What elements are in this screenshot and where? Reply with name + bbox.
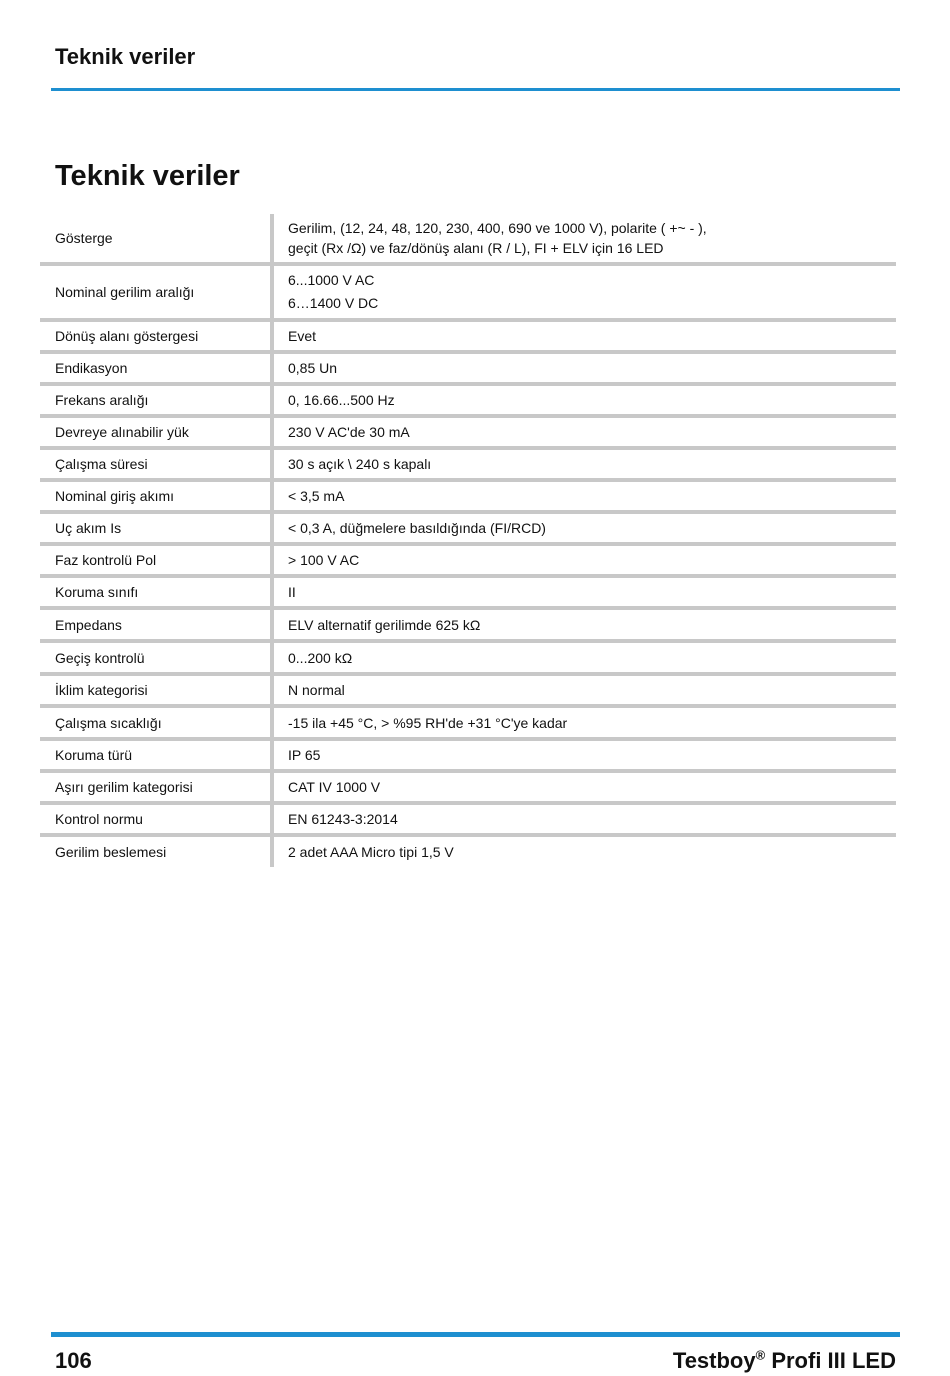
spec-value: ELV alternatif gerilimde 625 kΩ bbox=[272, 608, 896, 641]
table-row bbox=[40, 264, 896, 320]
spec-label: Nominal giriş akımı bbox=[40, 480, 272, 512]
spec-label: Aşırı gerilim kategorisi bbox=[40, 771, 272, 803]
spec-label: Çalışma sıcaklığı bbox=[40, 706, 272, 739]
spec-value: 2 adet AAA Micro tipi 1,5 V bbox=[288, 844, 454, 860]
spec-value: < 0,3 A, düğmelere basıldığında (FI/RCD) bbox=[272, 512, 896, 544]
spec-label: Uç akım Is bbox=[40, 512, 272, 544]
spec-value: -15 ila +45 °C, > %95 RH'de +31 °C'ye kadar bbox=[272, 706, 896, 739]
spec-label: Empedans bbox=[40, 608, 272, 641]
spec-label: Kontrol normu bbox=[40, 803, 272, 835]
product-name bbox=[673, 1348, 896, 1374]
spec-label: Gösterge bbox=[40, 214, 272, 264]
spec-value: 0, 16.66...500 Hz bbox=[272, 384, 896, 416]
table-row bbox=[40, 576, 896, 608]
table-row bbox=[40, 214, 896, 264]
spec-label: Koruma sınıfı bbox=[40, 576, 272, 608]
spec-value: IP 65 bbox=[272, 739, 896, 771]
table-row bbox=[40, 771, 896, 803]
table-row bbox=[40, 706, 896, 739]
registered-mark: ® bbox=[755, 1347, 766, 1363]
table-row bbox=[40, 544, 896, 576]
product-brand: Testboy bbox=[672, 1348, 756, 1373]
table-row bbox=[40, 320, 896, 352]
spec-label: Koruma türü bbox=[40, 739, 272, 771]
footer-divider bbox=[51, 1332, 900, 1337]
table-row bbox=[40, 835, 896, 867]
product-model: Profi III LED bbox=[765, 1348, 896, 1373]
spec-value-line: 6...1000 V AC bbox=[288, 272, 375, 288]
spec-value: 30 s açık \ 240 s kapalı bbox=[272, 448, 896, 480]
spec-value bbox=[272, 214, 896, 264]
table-row bbox=[40, 739, 896, 771]
spec-table bbox=[40, 214, 896, 867]
spec-value: 230 V AC'de 30 mA bbox=[272, 416, 896, 448]
spec-value bbox=[272, 264, 896, 320]
table-row bbox=[40, 608, 896, 641]
spec-label: Devreye alınabilir yük bbox=[40, 416, 272, 448]
table-row bbox=[40, 448, 896, 480]
spec-value-line: geçit (Rx /Ω) ve faz/dönüş alanı (R / L), FI + ELV için 16 LED bbox=[288, 240, 664, 256]
spec-label: İklim kategorisi bbox=[40, 674, 272, 706]
table-row bbox=[40, 480, 896, 512]
header-title: Teknik veriler bbox=[55, 44, 196, 69]
spec-value: EN 61243-3:2014 bbox=[272, 803, 896, 835]
spec-value: < 3,5 mA bbox=[272, 480, 896, 512]
spec-value: N normal bbox=[272, 674, 896, 706]
table-row bbox=[40, 416, 896, 448]
spec-label: Çalışma süresi bbox=[40, 448, 272, 480]
header-divider bbox=[51, 88, 900, 91]
spec-label: Nominal gerilim aralığı bbox=[40, 264, 272, 320]
spec-label: Geçiş kontrolü bbox=[40, 641, 272, 674]
spec-value-line: 6…1400 V DC bbox=[288, 295, 379, 311]
table-row bbox=[40, 641, 896, 674]
spec-value: 0...200 kΩ bbox=[272, 641, 896, 674]
spec-value: Evet bbox=[272, 320, 896, 352]
spec-value-line: Gerilim, (12, 24, 48, 120, 230, 400, 690 ve 1000 V), polarite ( +~ - ), bbox=[288, 220, 707, 236]
spec-label: Gerilim beslemesi bbox=[40, 835, 272, 867]
table-row bbox=[40, 803, 896, 835]
spec-label: Frekans aralığı bbox=[40, 384, 272, 416]
table-row bbox=[40, 384, 896, 416]
page-number: 106 bbox=[55, 1348, 92, 1373]
section-title: Teknik veriler bbox=[55, 160, 240, 192]
spec-label: Dönüş alanı göstergesi bbox=[40, 320, 272, 352]
spec-value: > 100 V AC bbox=[272, 544, 896, 576]
spec-table-body bbox=[40, 214, 896, 867]
table-row bbox=[40, 512, 896, 544]
spec-label: Endikasyon bbox=[40, 352, 272, 384]
spec-label: Faz kontrolü Pol bbox=[40, 544, 272, 576]
table-row bbox=[40, 674, 896, 706]
spec-value: CAT IV 1000 V bbox=[272, 771, 896, 803]
table-row bbox=[40, 352, 896, 384]
spec-value: II bbox=[272, 576, 896, 608]
spec-value: 0,85 Un bbox=[272, 352, 896, 384]
